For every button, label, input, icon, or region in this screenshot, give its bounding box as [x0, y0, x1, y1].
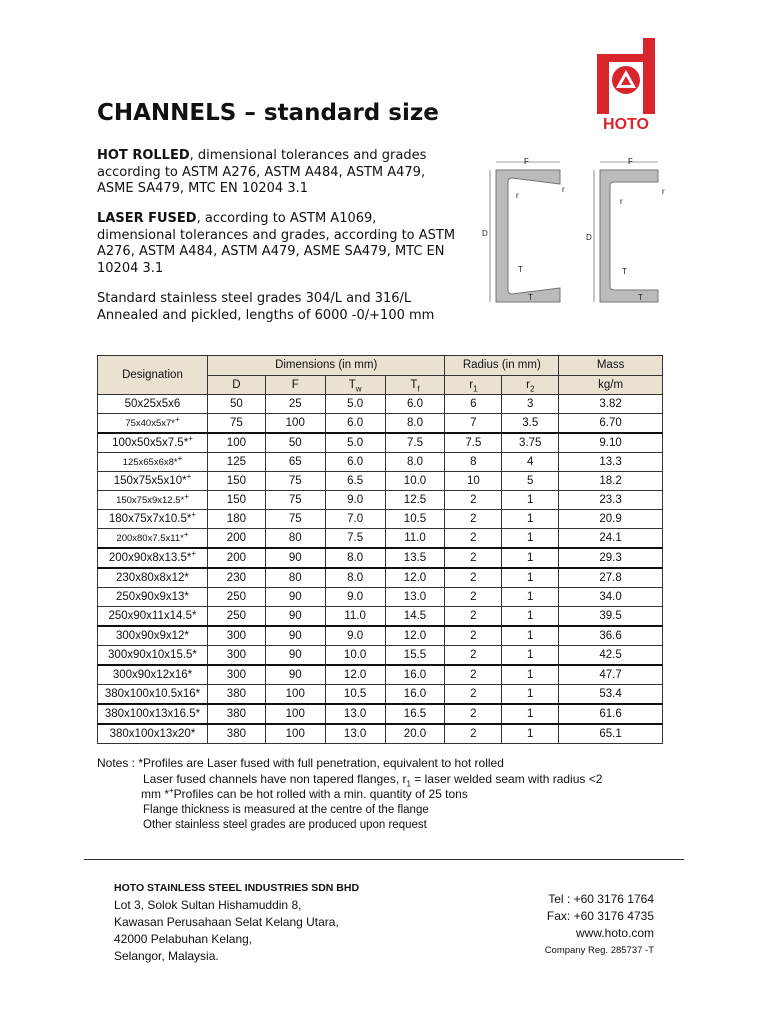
cell-tw: 9.0	[325, 588, 385, 607]
cell-d: 75	[207, 414, 265, 434]
cell-r2: 3.5	[502, 414, 559, 434]
cell-r1: 2	[445, 646, 502, 666]
cell-r1: 2	[445, 607, 502, 627]
cell-designation: 180x75x7x10.5*+	[98, 510, 208, 529]
cell-tw: 9.0	[325, 491, 385, 510]
company-address	[114, 880, 359, 965]
cell-designation: 300x90x10x15.5*	[98, 646, 208, 666]
cell-r1: 2	[445, 568, 502, 588]
cell-d: 50	[207, 395, 265, 414]
cell-r2: 1	[502, 665, 559, 685]
header-D: D	[207, 376, 265, 395]
cell-d: 300	[207, 626, 265, 646]
cell-tw: 13.0	[325, 704, 385, 724]
laser-fused-text: , according to ASTM A1069, dimensional tolerances and grades, according to ASTM A276, ASTM A484, ASTM A479, ASME SA479, MTC EN 10204 3.1	[97, 211, 456, 276]
cell-f: 75	[265, 510, 325, 529]
table-row	[98, 414, 663, 434]
table-row	[98, 588, 663, 607]
header-Tw: $T_w$	[325, 376, 385, 395]
cell-f: 25	[265, 395, 325, 414]
cell-r2: 1	[502, 529, 559, 549]
table-row	[98, 626, 663, 646]
diagram-r1-label-2: r	[620, 197, 623, 206]
cell-tf: 12.5	[385, 491, 445, 510]
table-row	[98, 685, 663, 705]
footer-divider	[84, 859, 684, 860]
cell-tf: 13.5	[385, 548, 445, 568]
cell-r1: 2	[445, 491, 502, 510]
cell-tf: 6.0	[385, 395, 445, 414]
cell-mass: 6.70	[559, 414, 663, 434]
standard-line-1: Standard stainless steel grades 304/L and 316/L	[97, 291, 412, 306]
tapered-channel-diagram	[496, 170, 560, 302]
table-row	[98, 433, 663, 453]
cell-mass: 3.82	[559, 395, 663, 414]
header-radius: Radius (in mm)	[445, 356, 559, 376]
diagram-Tw-label: T	[518, 265, 523, 274]
header-mass: Mass	[559, 356, 663, 376]
cell-designation: 250x90x11x14.5*	[98, 607, 208, 627]
cell-designation: 200x80x7.5x11*+	[98, 529, 208, 549]
page-title: CHANNELS – standard size	[97, 100, 439, 126]
table-row	[98, 665, 663, 685]
logo-text: HOTO	[603, 116, 649, 132]
cell-f: 90	[265, 548, 325, 568]
cell-mass: 18.2	[559, 472, 663, 491]
cell-mass: 27.8	[559, 568, 663, 588]
diagram-Tw-label-2: T	[622, 267, 627, 276]
hot-rolled-label: HOT ROLLED	[97, 148, 190, 163]
note-line-3: mm *+Profiles can be hot rolled with a min. quantity of 25 tons	[141, 786, 468, 801]
channel-spec-table	[97, 355, 663, 744]
cell-r2: 3	[502, 395, 559, 414]
cell-r2: 1	[502, 548, 559, 568]
cell-designation: 230x80x8x12*	[98, 568, 208, 588]
cell-f: 80	[265, 568, 325, 588]
hot-rolled-paragraph	[97, 148, 457, 198]
cell-r2: 1	[502, 491, 559, 510]
table-row	[98, 491, 663, 510]
contact-fax: Fax: +60 3176 4735	[546, 909, 654, 923]
cell-d: 250	[207, 588, 265, 607]
hoto-logo	[591, 32, 661, 132]
company-name: HOTO STAINLESS STEEL INDUSTRIES SDN BHD	[114, 882, 360, 894]
diagram-Tf-label: T	[528, 293, 533, 302]
cell-designation: 150x75x5x10*+	[98, 472, 208, 491]
cell-r2: 1	[502, 724, 559, 744]
hot-rolled-text: , dimensional tolerances and grades according to ASTM A276, ASTM A484, ASTM A479, ASME SA479, MTC EN 10204 3.1	[97, 148, 427, 196]
cell-tw: 8.0	[325, 568, 385, 588]
cell-tw: 13.0	[325, 724, 385, 744]
cell-r1: 2	[445, 685, 502, 705]
diagram-D-label: D	[482, 229, 488, 238]
header-mass-unit: kg/m	[559, 376, 663, 395]
cell-r1: 2	[445, 510, 502, 529]
contact-tel: Tel : +60 3176 1764	[548, 892, 654, 906]
cell-d: 200	[207, 529, 265, 549]
cell-tf: 10.0	[385, 472, 445, 491]
cell-tw: 6.0	[325, 414, 385, 434]
cell-r1: 2	[445, 529, 502, 549]
table-row	[98, 548, 663, 568]
diagram-r2-label: r	[562, 185, 565, 194]
address-line-2: Kawasan Perusahaan Selat Kelang Utara,	[114, 915, 339, 929]
cell-mass: 53.4	[559, 685, 663, 705]
cell-designation: 250x90x9x13*	[98, 588, 208, 607]
cell-r2: 3.75	[502, 433, 559, 453]
cell-mass: 34.0	[559, 588, 663, 607]
cell-d: 380	[207, 685, 265, 705]
cell-d: 125	[207, 453, 265, 472]
table-row	[98, 395, 663, 414]
cell-designation: 380x100x10.5x16*	[98, 685, 208, 705]
cell-r1: 7	[445, 414, 502, 434]
cell-tw: 7.5	[325, 529, 385, 549]
cell-designation: 300x90x9x12*	[98, 626, 208, 646]
cell-tf: 15.5	[385, 646, 445, 666]
cell-mass: 24.1	[559, 529, 663, 549]
table-row	[98, 646, 663, 666]
header-F: F	[265, 376, 325, 395]
contact-web[interactable]: www.hoto.com	[575, 926, 654, 940]
cell-f: 100	[265, 704, 325, 724]
company-reg: Company Reg. 285737 -T	[544, 945, 654, 956]
parallel-channel-diagram	[600, 170, 658, 302]
table-row	[98, 568, 663, 588]
cell-designation: 100x50x5x7.5*+	[98, 433, 208, 453]
note-line-2: Laser fused channels have non tapered flanges, $r_1$ = laser welded seam with radius <2	[143, 771, 603, 788]
cell-mass: 39.5	[559, 607, 663, 627]
cell-f: 80	[265, 529, 325, 549]
notes	[97, 756, 657, 834]
address-line-3: 42000 Pelabuhan Kelang,	[114, 932, 253, 946]
cell-designation: 150x75x9x12.5*+	[98, 491, 208, 510]
cell-mass: 65.1	[559, 724, 663, 744]
cell-f: 50	[265, 433, 325, 453]
cell-tw: 7.0	[325, 510, 385, 529]
cell-d: 300	[207, 665, 265, 685]
cell-r2: 1	[502, 568, 559, 588]
cell-designation: 200x90x8x13.5*+	[98, 548, 208, 568]
cell-designation: 75x40x5x7*+	[98, 414, 208, 434]
cell-tw: 10.0	[325, 646, 385, 666]
cell-tf: 8.0	[385, 414, 445, 434]
table-row	[98, 510, 663, 529]
cell-tf: 12.0	[385, 568, 445, 588]
cell-mass: 9.10	[559, 433, 663, 453]
cell-designation: 380x100x13x16.5*	[98, 704, 208, 724]
cell-mass: 42.5	[559, 646, 663, 666]
cell-r2: 1	[502, 607, 559, 627]
cell-tf: 8.0	[385, 453, 445, 472]
cell-r1: 2	[445, 665, 502, 685]
cell-tw: 6.5	[325, 472, 385, 491]
cell-r2: 4	[502, 453, 559, 472]
cell-mass: 13.3	[559, 453, 663, 472]
cell-mass: 23.3	[559, 491, 663, 510]
table-row	[98, 704, 663, 724]
standard-grades	[97, 291, 477, 324]
cell-f: 90	[265, 607, 325, 627]
cell-d: 180	[207, 510, 265, 529]
cell-d: 300	[207, 646, 265, 666]
table-row	[98, 724, 663, 744]
address-line-1: Lot 3, Solok Sultan Hishamuddin 8,	[114, 898, 302, 912]
cell-r1: 2	[445, 548, 502, 568]
header-designation: Designation	[98, 356, 208, 395]
cell-r2: 1	[502, 646, 559, 666]
channel-diagram	[478, 152, 678, 322]
cell-r1: 2	[445, 588, 502, 607]
cell-f: 90	[265, 646, 325, 666]
cell-d: 100	[207, 433, 265, 453]
cell-tw: 9.0	[325, 626, 385, 646]
cell-f: 90	[265, 665, 325, 685]
cell-tw: 6.0	[325, 453, 385, 472]
cell-r1: 8	[445, 453, 502, 472]
cell-tf: 20.0	[385, 724, 445, 744]
cell-designation: 380x100x13x20*	[98, 724, 208, 744]
cell-d: 380	[207, 704, 265, 724]
cell-designation: 50x25x5x6	[98, 395, 208, 414]
header-dimensions: Dimensions (in mm)	[207, 356, 444, 376]
cell-tf: 16.0	[385, 685, 445, 705]
cell-tw: 11.0	[325, 607, 385, 627]
header-Tf: $T_f$	[385, 376, 445, 395]
cell-tf: 10.5	[385, 510, 445, 529]
diagram-r2-label-2: r	[662, 187, 665, 196]
cell-d: 380	[207, 724, 265, 744]
company-contact	[545, 891, 654, 959]
cell-tw: 5.0	[325, 433, 385, 453]
diagram-F-label-2: F	[628, 157, 633, 166]
cell-f: 90	[265, 588, 325, 607]
cell-tf: 13.0	[385, 588, 445, 607]
cell-r1: 10	[445, 472, 502, 491]
cell-d: 250	[207, 607, 265, 627]
cell-f: 100	[265, 685, 325, 705]
laser-fused-paragraph	[97, 211, 457, 277]
cell-tw: 12.0	[325, 665, 385, 685]
header-r2: $r_2$	[502, 376, 559, 395]
cell-tf: 11.0	[385, 529, 445, 549]
note-line-5: Other stainless steel grades are produced upon request	[143, 819, 427, 831]
cell-f: 65	[265, 453, 325, 472]
cell-mass: 61.6	[559, 704, 663, 724]
cell-tf: 12.0	[385, 626, 445, 646]
header-r1: $r_1$	[445, 376, 502, 395]
note-line-4: Flange thickness is measured at the centre of the flange	[143, 803, 429, 816]
cell-mass: 20.9	[559, 510, 663, 529]
cell-designation: 300x90x12x16*	[98, 665, 208, 685]
standard-line-2: Annealed and pickled, lengths of 6000 -0/+100 mm	[97, 307, 435, 323]
cell-d: 200	[207, 548, 265, 568]
cell-tf: 7.5	[385, 433, 445, 453]
cell-r1: 2	[445, 626, 502, 646]
cell-r1: 6	[445, 395, 502, 414]
cell-mass: 29.3	[559, 548, 663, 568]
cell-r2: 1	[502, 704, 559, 724]
cell-r2: 5	[502, 472, 559, 491]
laser-fused-label: LASER FUSED	[97, 211, 197, 226]
cell-designation: 125x65x6x8*+	[98, 453, 208, 472]
address-line-4: Selangor, Malaysia.	[114, 949, 219, 963]
cell-tw: 5.0	[325, 395, 385, 414]
cell-f: 75	[265, 472, 325, 491]
table-row	[98, 453, 663, 472]
cell-f: 90	[265, 626, 325, 646]
diagram-r1-label: r	[516, 191, 519, 200]
cell-r2: 1	[502, 510, 559, 529]
cell-r2: 1	[502, 626, 559, 646]
cell-f: 100	[265, 414, 325, 434]
diagram-Tf-label-2: T	[638, 293, 643, 302]
note-line-1: Notes : *Profiles are Laser fused with full penetration, equivalent to hot rolled	[97, 756, 504, 770]
cell-tw: 10.5	[325, 685, 385, 705]
cell-tf: 14.5	[385, 607, 445, 627]
cell-f: 100	[265, 724, 325, 744]
cell-r2: 1	[502, 588, 559, 607]
table-row	[98, 529, 663, 549]
cell-d: 150	[207, 472, 265, 491]
diagram-F-label: F	[524, 157, 529, 166]
cell-r1: 2	[445, 724, 502, 744]
cell-f: 75	[265, 491, 325, 510]
cell-r1: 7.5	[445, 433, 502, 453]
cell-tf: 16.5	[385, 704, 445, 724]
cell-r2: 1	[502, 685, 559, 705]
cell-d: 150	[207, 491, 265, 510]
cell-d: 230	[207, 568, 265, 588]
cell-mass: 36.6	[559, 626, 663, 646]
cell-tf: 16.0	[385, 665, 445, 685]
cell-r1: 2	[445, 704, 502, 724]
table-row	[98, 607, 663, 627]
cell-mass: 47.7	[559, 665, 663, 685]
diagram-D-label-2: D	[586, 233, 592, 242]
table-row	[98, 472, 663, 491]
cell-tw: 8.0	[325, 548, 385, 568]
